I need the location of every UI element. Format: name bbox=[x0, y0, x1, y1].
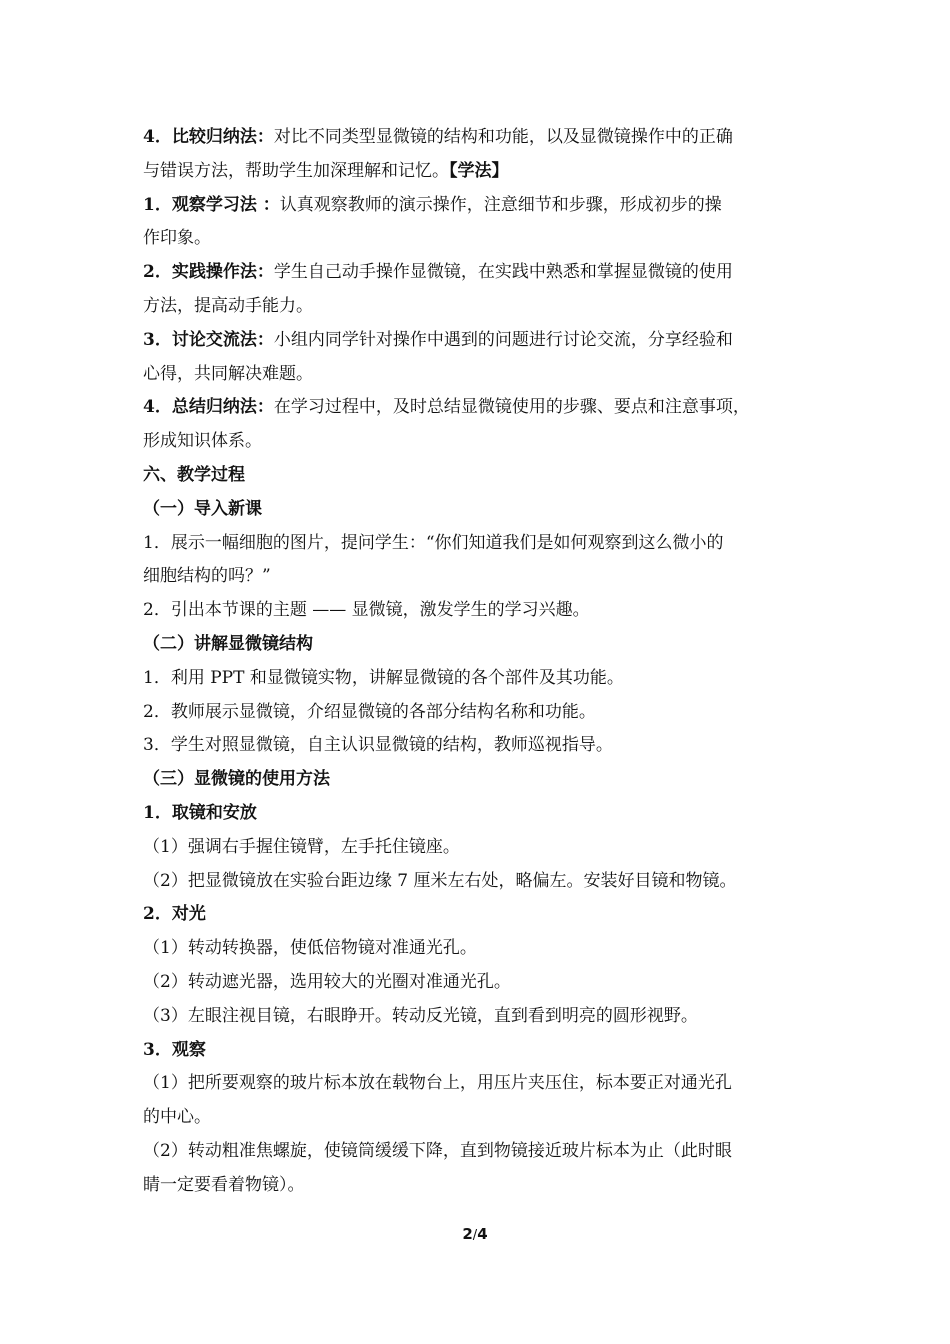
item-text: 与错误方法，帮助学生加深理解和记忆。 bbox=[143, 160, 449, 181]
step-line-continuation: 的中心。 bbox=[143, 1107, 211, 1128]
paragraph-continuation: 形成知识体系。 bbox=[143, 431, 262, 452]
list-item: 2．教师展示显微镜，介绍显微镜的各部分结构名称和功能。 bbox=[143, 701, 596, 722]
subsection-heading-intro: （一）导入新课 bbox=[143, 498, 262, 519]
list-item: 1．利用 PPT 和显微镜实物，讲解显微镜的各个部件及其功能。 bbox=[143, 667, 624, 688]
step-line: （1）强调右手握住镜臂，左手托住镜座。 bbox=[143, 836, 460, 857]
item-number: 2． bbox=[143, 262, 172, 283]
item-text: 对比不同类型显微镜的结构和功能，以及显微镜操作中的正确 bbox=[273, 127, 733, 147]
paragraph-study-3 bbox=[143, 324, 815, 358]
step-line: （1）把所要观察的玻片标本放在载物台上，用压片夹压住，标本要正对通光孔 bbox=[143, 1073, 732, 1094]
paragraph-study-1 bbox=[143, 189, 815, 223]
step-title: 1．取镜和安放 bbox=[143, 802, 257, 823]
paragraph-continuation bbox=[143, 155, 815, 189]
list-item: 3．学生对照显微镜，自主认识显微镜的结构，教师巡视指导。 bbox=[143, 735, 613, 756]
paragraph-method-4 bbox=[143, 121, 815, 155]
item-number: 3． bbox=[143, 329, 172, 350]
paragraph-continuation: 心得，共同解决难题。 bbox=[143, 363, 313, 384]
item-title: 实践操作法： bbox=[171, 262, 274, 283]
paragraph-continuation: 作印象。 bbox=[143, 228, 211, 249]
page-number bbox=[0, 1225, 950, 1243]
step-title: 2．对光 bbox=[143, 904, 206, 925]
page-separator: / bbox=[472, 1228, 478, 1243]
list-item: 1．展示一幅细胞的图片，提问学生：“你们知道我们是如何观察到这么微小的 bbox=[143, 532, 724, 553]
item-text: 认真观察教师的演示操作，注意细节和步骤，形成初步的操 bbox=[279, 194, 722, 215]
item-title: 比较归纳法： bbox=[171, 127, 274, 147]
item-title: 总结归纳法： bbox=[171, 397, 274, 418]
step-title: 3．观察 bbox=[143, 1039, 206, 1060]
paragraph-study-4 bbox=[143, 391, 815, 425]
item-number: 4． bbox=[143, 397, 172, 418]
subsection-heading-usage: （三）显微镜的使用方法 bbox=[143, 769, 330, 790]
section-heading-teaching-process: 六、教学过程 bbox=[143, 464, 245, 485]
section-label-study-method: 【学法】 bbox=[449, 160, 509, 181]
item-number: 1． bbox=[143, 194, 172, 215]
paragraph-study-2 bbox=[143, 256, 815, 290]
item-text: 小组内同学针对操作中遇到的问题进行讨论交流，分享经验和 bbox=[273, 329, 733, 350]
page-current: 2 bbox=[462, 1225, 473, 1243]
step-line: （2）转动遮光器，选用较大的光圈对准通光孔。 bbox=[143, 971, 511, 992]
paragraph-continuation: 方法，提高动手能力。 bbox=[143, 295, 313, 316]
item-number: 4． bbox=[143, 127, 172, 147]
step-line: （3）左眼注视目镜，右眼睁开。转动反光镜，直到看到明亮的圆形视野。 bbox=[143, 1005, 698, 1026]
document-body bbox=[143, 121, 815, 1203]
list-item: 2．引出本节课的主题 —— 显微镜，激发学生的学习兴趣。 bbox=[143, 600, 590, 621]
page-total: 4 bbox=[477, 1225, 488, 1243]
step-line: （2）把显微镜放在实验台距边缘 7 厘米左右处，略偏左。安装好目镜和物镜。 bbox=[143, 870, 737, 891]
item-text: 在学习过程中，及时总结显微镜使用的步骤、要点和注意事项， bbox=[273, 397, 750, 418]
item-text: 学生自己动手操作显微镜，在实践中熟悉和掌握显微镜的使用 bbox=[273, 262, 733, 283]
item-title: 讨论交流法： bbox=[171, 329, 274, 350]
item-title: 观察学习法 ： bbox=[171, 194, 280, 215]
step-line: （1）转动转换器，使低倍物镜对准通光孔。 bbox=[143, 938, 477, 959]
list-item-continuation: 细胞结构的吗？” bbox=[143, 566, 271, 587]
step-line: （2）转动粗准焦螺旋，使镜筒缓缓下降，直到物镜接近玻片标本为止（此时眼 bbox=[143, 1140, 732, 1161]
step-line-continuation: 睛一定要看着物镜）。 bbox=[143, 1174, 305, 1195]
subsection-heading-structure: （二）讲解显微镜结构 bbox=[143, 633, 313, 654]
